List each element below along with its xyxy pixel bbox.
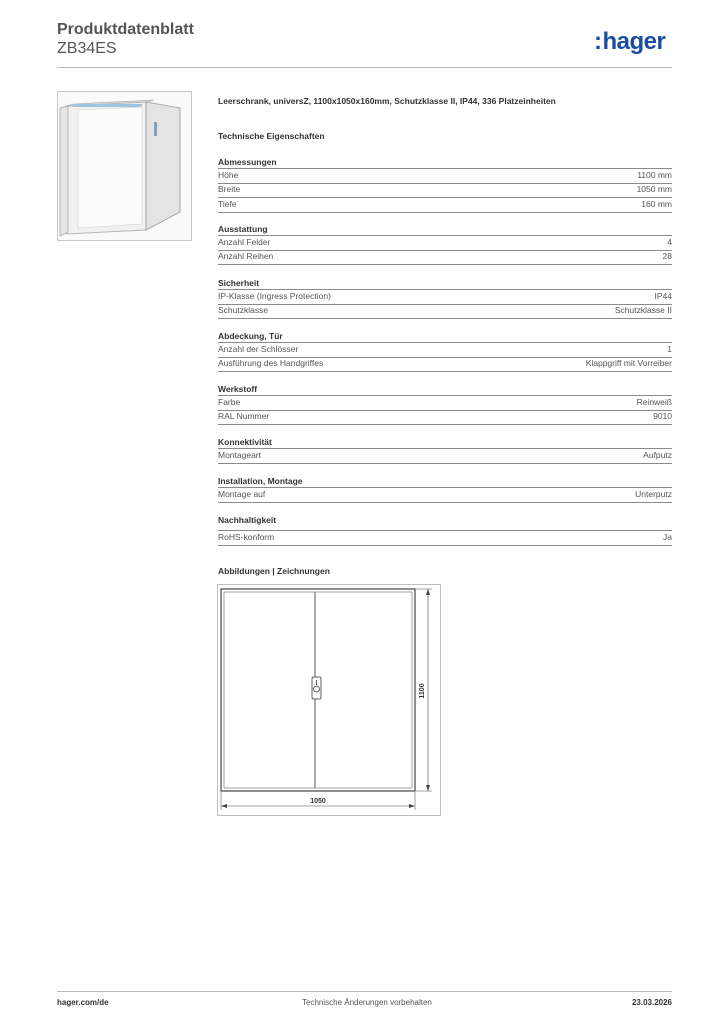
footer-website-link[interactable]: hager.com/de xyxy=(57,998,109,1007)
table-row: Anzahl Reihen 28 xyxy=(218,250,672,265)
drawing-width-label: 1050 xyxy=(310,798,326,805)
article-number: ZB34ES xyxy=(57,40,117,57)
table-row: Breite 1050 mm xyxy=(218,183,672,198)
tech-properties-title: Technische Eigenschaften xyxy=(218,131,325,141)
drawings-title: Abbildungen | Zeichnungen xyxy=(218,566,330,576)
section-title-abmessungen: Abmessungen xyxy=(218,157,277,167)
logo-text: hager xyxy=(602,28,666,55)
table-row: Montageart Aufputz xyxy=(218,448,672,464)
section-title-konnektivitaet: Konnektivität xyxy=(218,437,272,447)
hager-logo[interactable]: :hager xyxy=(594,28,666,55)
footer-note: Technische Änderungen vorbehalten xyxy=(302,998,432,1007)
table-row: Montage auf Unterputz xyxy=(218,487,672,503)
table-row: Anzahl der Schlösser 1 xyxy=(218,342,672,358)
header-divider xyxy=(57,67,672,68)
section-title-abdeckung-tuer: Abdeckung, Tür xyxy=(218,331,283,341)
section-title-sicherheit: Sicherheit xyxy=(218,278,260,288)
product-image xyxy=(57,91,192,241)
product-description: Leerschrank, universZ, 1100x1050x160mm, Schutzklasse II, IP44, 336 Platzeinheiten xyxy=(218,96,556,106)
table-row: RoHS-konform Ja xyxy=(218,530,672,546)
technical-drawing xyxy=(217,584,441,816)
table-row: RAL Nummer 9010 xyxy=(218,410,672,425)
section-title-werkstoff: Werkstoff xyxy=(218,384,258,394)
page-title: Produktdatenblatt xyxy=(57,21,194,38)
section-title-ausstattung: Ausstattung xyxy=(218,224,268,234)
table-row: IP-Klasse (Ingress Protection) IP44 xyxy=(218,289,672,305)
section-title-nachhaltigkeit: Nachhaltigkeit xyxy=(218,515,277,525)
table-row: Höhe 1100 mm xyxy=(218,168,672,184)
table-row: Farbe Reinweiß xyxy=(218,395,672,411)
table-row: Schutzklasse Schutzklasse II xyxy=(218,304,672,319)
table-row: Tiefe 160 mm xyxy=(218,198,672,213)
footer-divider xyxy=(57,991,672,992)
footer-date: 23.03.2026 xyxy=(631,998,672,1007)
section-title-installation: Installation, Montage xyxy=(218,476,303,486)
table-row: Ausführung des Handgriffes Klappgriff mit Vorreiber xyxy=(218,357,672,372)
drawing-height-label: 1100 xyxy=(419,683,426,699)
table-row: Anzahl Felder 4 xyxy=(218,235,672,251)
